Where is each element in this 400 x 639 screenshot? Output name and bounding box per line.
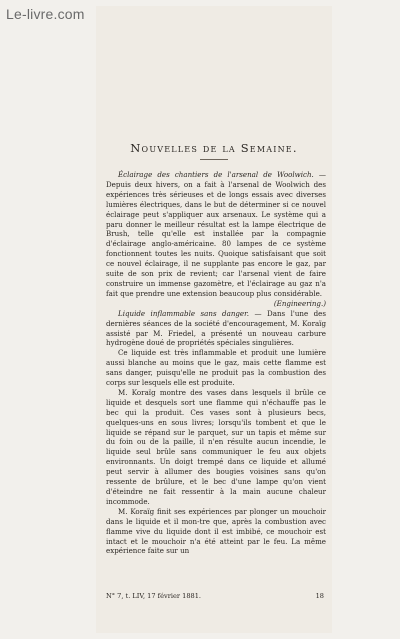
page-number: 18	[315, 592, 324, 600]
article-paragraph: Ce liquide est très inflammable et produit une lumière aussi blanche au moins que le gaz, mais cette flamme est sans danger, puisqu'elle ne produit pas la combustion des corps sur lesquels elle est produite.	[106, 348, 326, 388]
article-paragraph: M. Koraïg montre des vases dans lesquels il brûle ce liquide et desquels sort une flamme qui n'échauffe pas le bec qui la produit. Ces vases sont à plusieurs becs, quelques-uns en sous livres; lorsqu'ils tombent et que le liquide se répand sur le parquet, sur un tapis et même sur du foin ou de la paille, il n'en résulte aucun incendie, le liquide seul brûle sans communiquer le feu aux objets environnants. Un doigt trempé dans ce liquide et allumé peut servir à allumer des bougies voisines sans qu'on ressente de brûlure, et le bec d'une lampe qu'on vient d'éteindre ne fait ressentir à la main aucune chaleur incommode.	[106, 387, 326, 506]
article-text: — Dans l'une des dernières séances de la société d'encouragement, M. Koraïg assisté par M. Friedel, a présenté un nouveau carbure hydrogène doué de propriétés spéciales singulières.	[106, 308, 327, 348]
article-paragraph	[106, 170, 326, 299]
watermark-logo: Le-livre.com	[6, 6, 85, 22]
article-text: — Depuis deux hivers, on a fait à l'arsenal de Woolwich des expériences très sérieuses et de longs essais avec diverses lumières électriques, dans le but de déterminer si ce nouvel éclairage peut s'appliquer aux arsenaux. Le système qui a paru donner le meilleur résultat est la lampe électrique de Brush, telle qu'elle est installée par la compagnie d'éclairage anglo-américaine. 80 lampes de ce système fonctionnent toutes les nuits. Quoique satisfaisant que soit ce nouvel éclairage, il ne supplante pas encore le gaz, par suite de son prix de revient; car l'arsenal vient de faire construire un immense gazomètre, et l'éclairage au gaz n'a fait que prendre une extension beaucoup plus considérable.	[106, 170, 326, 298]
article-heading: Éclairage des chantiers de l'arsenal de Woolwich.	[118, 170, 314, 179]
issue-reference: N° 7, t. LIV, 17 février 1881.	[106, 592, 202, 600]
article-source: (Engineering.)	[273, 298, 326, 308]
document-page	[96, 6, 332, 633]
article-paragraph	[106, 309, 326, 349]
article-heading: Liquide inflammable sans danger.	[118, 308, 249, 318]
article-body	[106, 170, 326, 556]
page-footer	[106, 591, 324, 601]
title-divider	[200, 159, 228, 160]
article-paragraph: M. Koraïg finit ses expériences par plonger un mouchoir dans le liquide et il mon-tre que, après la combustion avec flamme vive du liquide dont il est imbibé, ce mouchoir est intact et le mouchoir n'a été atteint par le feu. La même expérience faite sur un	[106, 506, 326, 556]
page-title: Nouvelles de la Semaine.	[130, 141, 298, 155]
